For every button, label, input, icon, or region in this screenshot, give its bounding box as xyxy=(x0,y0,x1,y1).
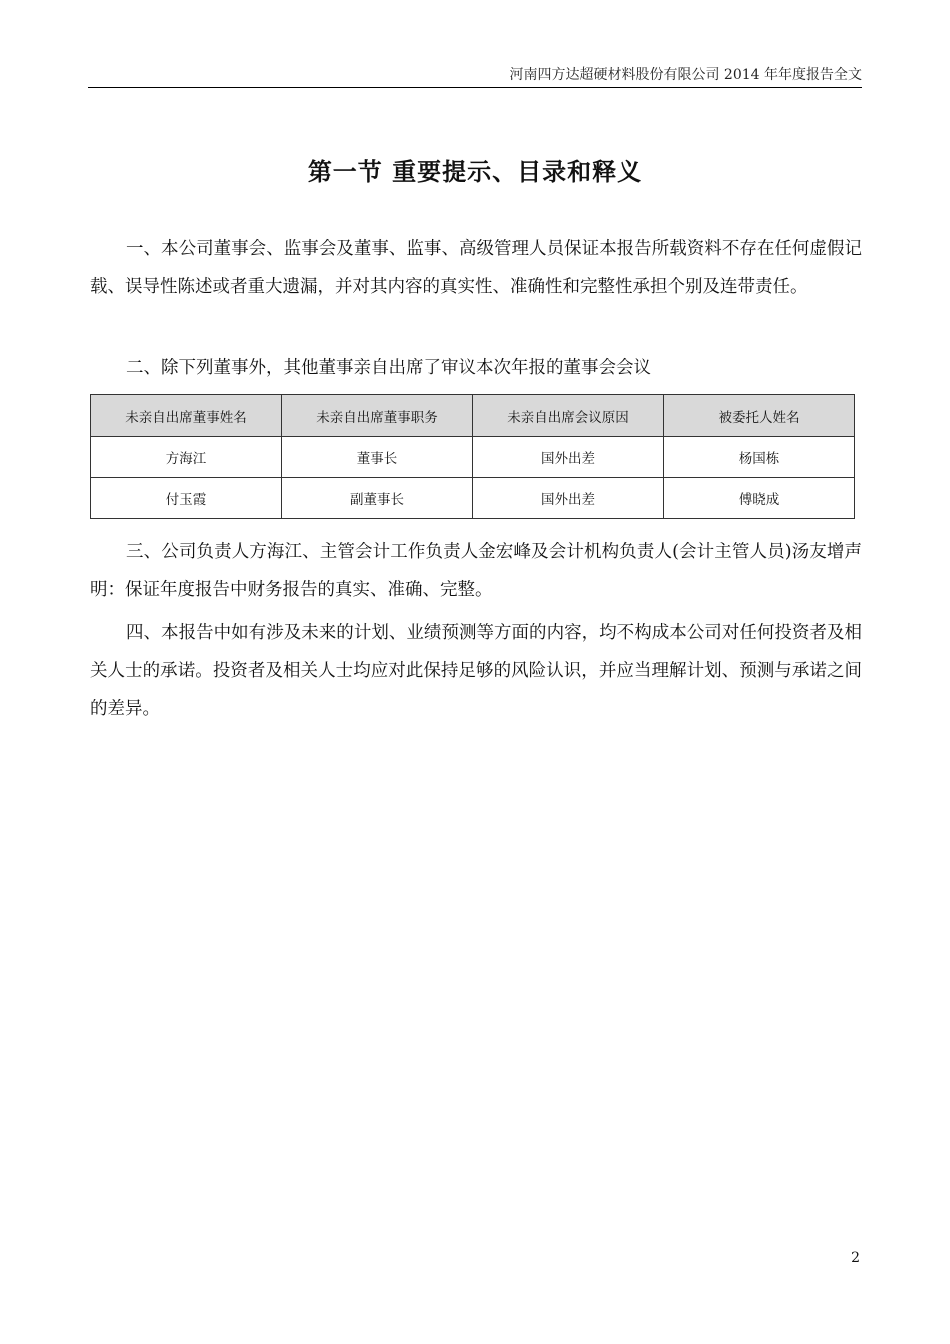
table-cell: 方海江 xyxy=(91,437,282,478)
paragraph-absent-directors: 二、除下列董事外，其他董事亲自出席了审议本次年报的董事会会议 xyxy=(126,358,651,378)
column-header-director-name: 未亲自出席董事姓名 xyxy=(91,395,282,437)
table-cell: 董事长 xyxy=(282,437,473,478)
table-row xyxy=(91,478,855,519)
column-header-absence-reason: 未亲自出席会议原因 xyxy=(473,395,664,437)
paragraph-forward-looking: 四、本报告中如有涉及未来的计划、业绩预测等方面的内容，均不构成本公司对任何投资者及相关人士的承诺。投资者及相关人士均应对此保持足够的风险认识，并应当理解计划、预测与承诺之间的差异。 xyxy=(90,623,862,719)
table-cell: 国外出差 xyxy=(473,437,664,478)
header-rule xyxy=(88,87,862,88)
column-header-proxy-name: 被委托人姓名 xyxy=(664,395,855,437)
table-row xyxy=(91,437,855,478)
table-cell: 副董事长 xyxy=(282,478,473,519)
table-cell: 杨国栋 xyxy=(664,437,855,478)
section-title: 第一节 重要提示、目录和释义 xyxy=(307,157,643,186)
table-cell: 傅晓成 xyxy=(664,478,855,519)
paragraph-responsibility: 一、本公司董事会、监事会及董事、监事、高级管理人员保证本报告所载资料不存在任何虚假记载、误导性陈述或者重大遗漏，并对其内容的真实性、准确性和完整性承担个别及连带责任。 xyxy=(90,239,862,297)
paragraph-financial-statement: 三、公司负责人方海江、主管会计工作负责人金宏峰及会计机构负责人(会计主管人员)汤友增声明：保证年度报告中财务报告的真实、准确、完整。 xyxy=(90,542,862,600)
page-number: 2 xyxy=(851,1250,860,1266)
absent-directors-table xyxy=(90,394,855,519)
running-header: 河南四方达超硬材料股份有限公司 2014 年年度报告全文 xyxy=(509,67,862,83)
table-header-row xyxy=(91,395,855,437)
table-cell: 付玉霞 xyxy=(91,478,282,519)
table-cell: 国外出差 xyxy=(473,478,664,519)
column-header-director-position: 未亲自出席董事职务 xyxy=(282,395,473,437)
